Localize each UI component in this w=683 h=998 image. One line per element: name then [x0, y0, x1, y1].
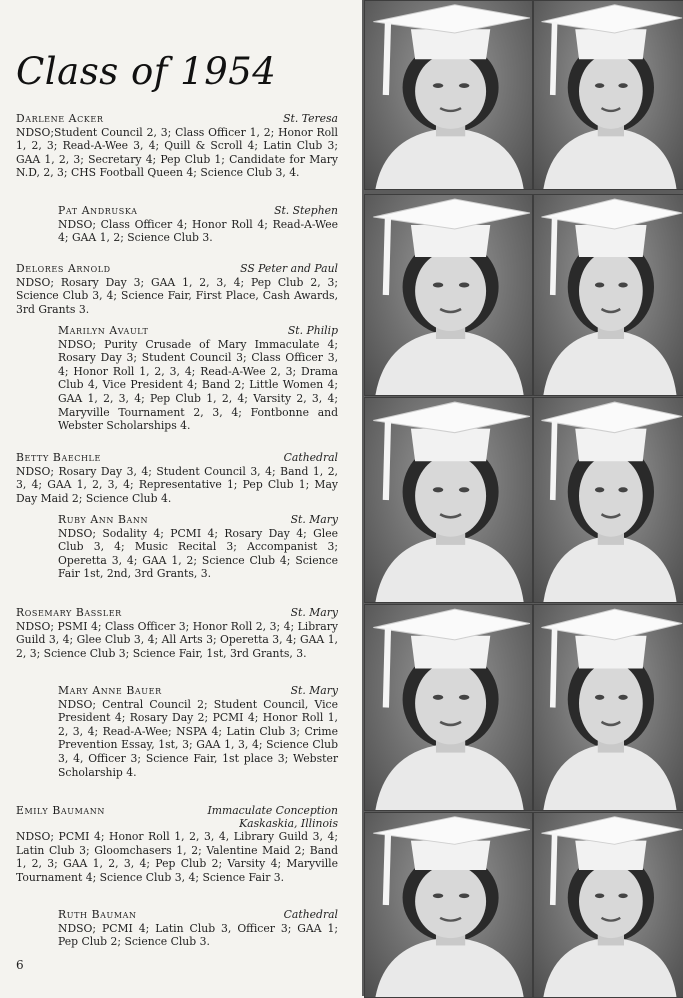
student-portrait	[364, 604, 533, 811]
student-name: Emily Baumann	[16, 804, 105, 817]
student-parish: St. Mary	[290, 513, 338, 526]
student-name: Delores Arnold	[16, 262, 111, 275]
student-entry	[16, 112, 338, 180]
student-name: Darlene Acker	[16, 112, 104, 125]
student-name: Marilyn Avault	[58, 324, 149, 337]
student-parish: St. Mary	[290, 684, 338, 697]
student-parish: St. Philip	[287, 324, 338, 337]
student-name: Ruth Bauman	[58, 908, 137, 921]
student-parish: Immaculate Conception	[207, 804, 338, 817]
student-portrait	[533, 604, 683, 811]
student-name: Mary Anne Bauer	[58, 684, 162, 697]
student-parish: Cathedral	[283, 908, 338, 921]
student-activities: NDSO; Sodality 4; PCMI 4; Rosary Day 4; Glee Club 3, 4; Music Recital 3; Accompanist 3; Operetta 3, 4; GAA 1, 2; Science Club 4; Science Fair 1st, 2nd, 3rd Grants, 3.	[58, 526, 338, 581]
student-activities: NDSO; Rosary Day 3, 4; Student Council 3, 4; Band 1, 2, 3, 4; GAA 1, 2, 3, 4; Representative 1; Pep Club 1; May Day Maid 2; Science Club 4.	[16, 464, 338, 505]
student-activities: NDSO;Student Council 2, 3; Class Officer 1, 2; Honor Roll 1, 2, 3; Read-A-Wee 3, 4; Quill & Scroll 4; Latin Club 3; GAA 1, 2, 3; Secretary 4; Pep Club 1; Candidate for Mary N.D, 2, 3; CHS Football Queen 4; Science Club 3, 4.	[16, 125, 338, 180]
student-portrait	[533, 194, 683, 396]
student-activities: NDSO; Purity Crusade of Mary Immaculate 4; Rosary Day 3; Student Council 3; Class Officer 3, 4; Honor Roll 1, 2, 3, 4; Read-A-Wee 2, 3; Drama Club 4, Vice President 4; Band 2; Little Women 4; GAA 1, 2, 3, 4; Pep Club 1, 2, 4; Varsity 2, 3, 4; Maryville Tournament 2, 3, 4; Fontbonne and Webster Scholarships 4.	[58, 337, 338, 433]
student-portrait	[533, 812, 683, 998]
student-portrait	[533, 397, 683, 603]
student-entry	[16, 451, 338, 505]
student-parish: St. Stephen	[274, 204, 338, 217]
student-activities: NDSO; PSMI 4; Class Officer 3; Honor Roll 2, 3; 4; Library Guild 3, 4; Glee Club 3, 4; All Arts 3; Operetta 3, 4; GAA 1, 2, 3; Science Club 3; Science Fair, 1st, 3rd Grants, 3.	[16, 619, 338, 660]
student-entry	[58, 324, 338, 433]
student-activities: NDSO; Central Council 2; Student Council, Vice President 4; Rosary Day 2; PCMI 4; Honor Roll 1, 2, 3, 4; Read-A-Wee; NSPA 4; Latin Club 3; Crime Prevention Essay, 1st, 3; GAA 1, 3, 4; Science Club 3, 4, Officer 3; Science Fair, 1st place 3; Webster Scholarship 4.	[58, 697, 338, 779]
student-entry	[16, 804, 338, 885]
student-parish: St. Mary	[290, 606, 338, 619]
student-parish-location: Kaskaskia, Illinois	[239, 816, 338, 830]
student-parish: SS Peter and Paul	[240, 262, 338, 275]
student-name: Betty Baechle	[16, 451, 101, 464]
student-entry	[16, 262, 338, 316]
student-name: Ruby Ann Bann	[58, 513, 149, 526]
student-activities: NDSO; PCMI 4; Honor Roll 1, 2, 3, 4, Library Guild 3, 4; Latin Club 3; Gloomchasers 1, 2; Valentine Maid 2; Band 1, 2, 3; GAA 1, 2, 3, 4; Pep Club 2; Varsity 4; Maryville Tournament 4; Science Club 3, 4; Science Fair 3.	[16, 830, 338, 884]
student-portrait	[364, 812, 533, 998]
student-parish: Cathedral	[283, 451, 338, 464]
student-portrait	[364, 194, 533, 396]
student-name: Pat Andruska	[58, 204, 138, 217]
student-activities: NDSO; Class Officer 4; Honor Roll 4; Read-A-Wee 4; GAA 1, 2; Science Club 3.	[58, 217, 338, 245]
page-title: Class of 1954	[16, 50, 277, 93]
student-parish: St. Teresa	[283, 112, 338, 125]
student-entry	[16, 606, 338, 660]
student-portrait	[533, 0, 683, 190]
student-activities: NDSO; PCMI 4; Latin Club 3, Officer 3; GAA 1; Pep Club 2; Science Club 3.	[58, 921, 338, 949]
page-number: 6	[16, 958, 24, 972]
student-entry	[58, 908, 338, 949]
student-entry	[58, 204, 338, 245]
student-portrait	[364, 397, 533, 603]
student-entry	[58, 513, 338, 581]
student-portrait	[364, 0, 533, 190]
student-entry	[58, 684, 338, 779]
student-activities: NDSO; Rosary Day 3; GAA 1, 2, 3, 4; Pep Club 2, 3; Science Club 3, 4; Science Fair, First Place, Cash Awards, 3rd Grants 3.	[16, 275, 338, 316]
student-name: Rosemary Bassler	[16, 606, 122, 619]
